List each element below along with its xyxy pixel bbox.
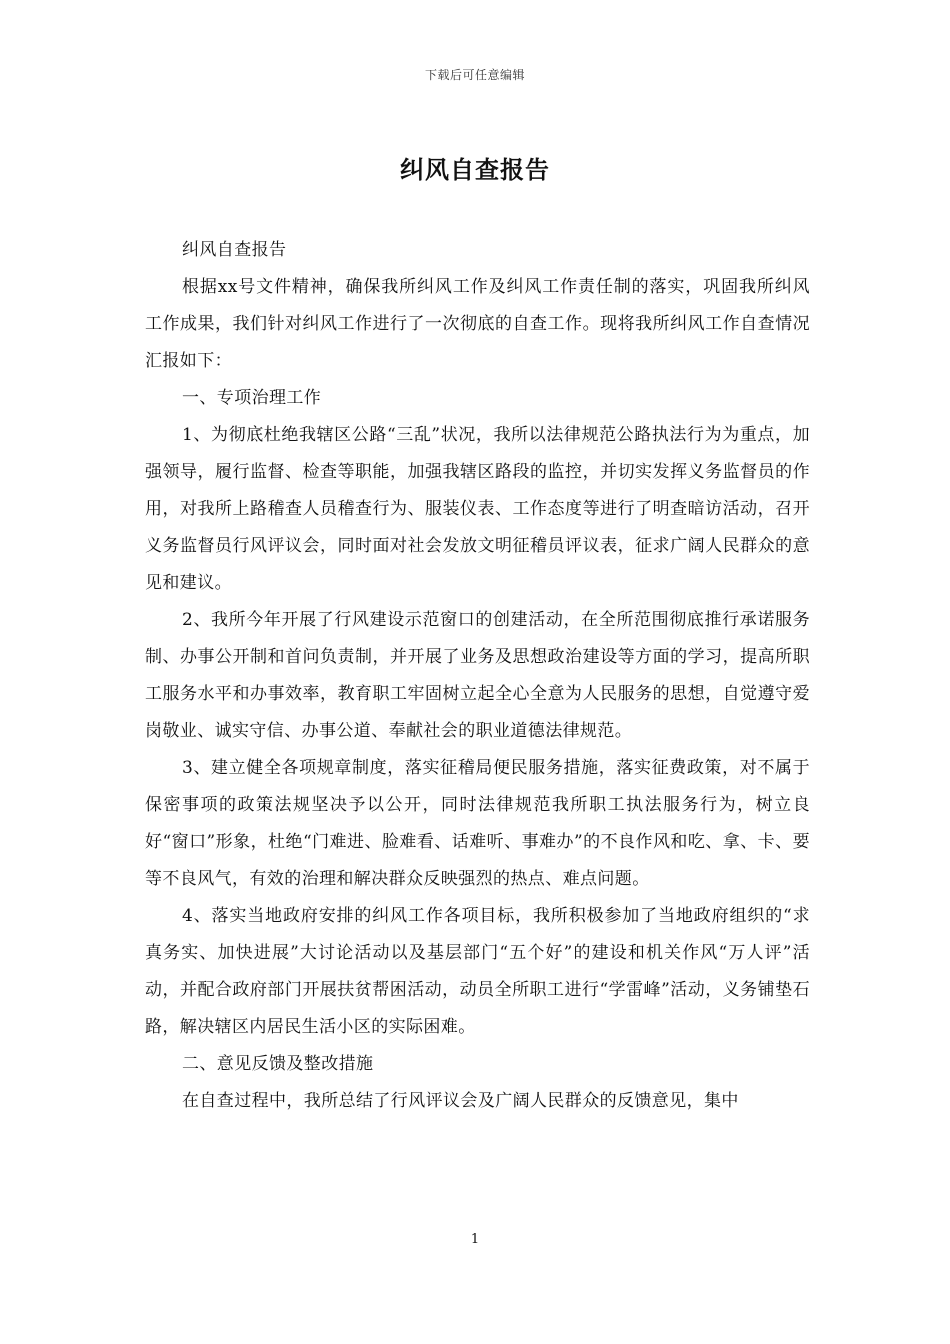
paragraph-item-2: 2、我所今年开展了行风建设示范窗口的创建活动，在全所范围彻底推行承诺服务制、办事公开制和首问负责制，并开展了业务及思想政治建设等方面的学习，提高所职工服务水平和办事效率，教育职工牢固树立起全心全意为人民服务的思想，自觉遵守爱岗敬业、诚实守信、办事公道、奉献社会的职业道德法律规范。: [145, 610, 810, 741]
paragraph-item-3: 3、建立健全各项规章制度，落实征稽局便民服务措施，落实征费政策，对不属于保密事项的政策法规坚决予以公开，同时法律规范我所职工执法服务行为，树立良好“窗口”形象，杜绝“门难进、脸难看、话难听、事难办”的不良作风和吃、拿、卡、要等不良风气，有效的治理和解决群众反映强烈的热点、难点问题。: [145, 758, 810, 889]
document-body: [145, 232, 810, 1120]
paragraph-intro: 根据xx号文件精神，确保我所纠风工作及纠风工作责任制的落实，巩固我所纠风工作成果，我们针对纠风工作进行了一次彻底的自查工作。现将我所纠风工作自查情况汇报如下：: [145, 277, 810, 371]
paragraph-feedback: 在自查过程中，我所总结了行风评议会及广阔人民群众的反馈意见，集中: [182, 1091, 739, 1111]
paragraph-item-1: 1、为彻底杜绝我辖区公路“三乱”状况，我所以法律规范公路执法行为为重点，加强领导，履行监督、检查等职能，加强我辖区路段的监控，并切实发挥义务监督员的作用，对我所上路稽查人员稽查行为、服装仪表、工作态度等进行了明查暗访活动，召开义务监督员行风评议会，同时面对社会发放文明征稽员评议表，征求广阔人民群众的意见和建议。: [145, 425, 810, 593]
section-heading-2: 二、意见反馈及整改措施: [182, 1054, 374, 1074]
paragraph-item-4: 4、落实当地政府安排的纠风工作各项目标，我所积极参加了当地政府组织的“求真务实、加快进展”大讨论活动以及基层部门“五个好”的建设和机关作风“万人评”活动，并配合政府部门开展扶贫帮困活动，动员全所职工进行“学雷峰”活动，义务铺垫石路，解决辖区内居民生活小区的实际困难。: [145, 906, 810, 1037]
paragraph-heading-repeat: 纠风自查报告: [182, 240, 287, 260]
section-heading-1: 一、专项治理工作: [182, 388, 322, 408]
document-title: 纠风自查报告: [400, 155, 550, 184]
header-note: 下载后可任意编辑: [424, 68, 525, 82]
page-number: 1: [470, 1232, 480, 1247]
